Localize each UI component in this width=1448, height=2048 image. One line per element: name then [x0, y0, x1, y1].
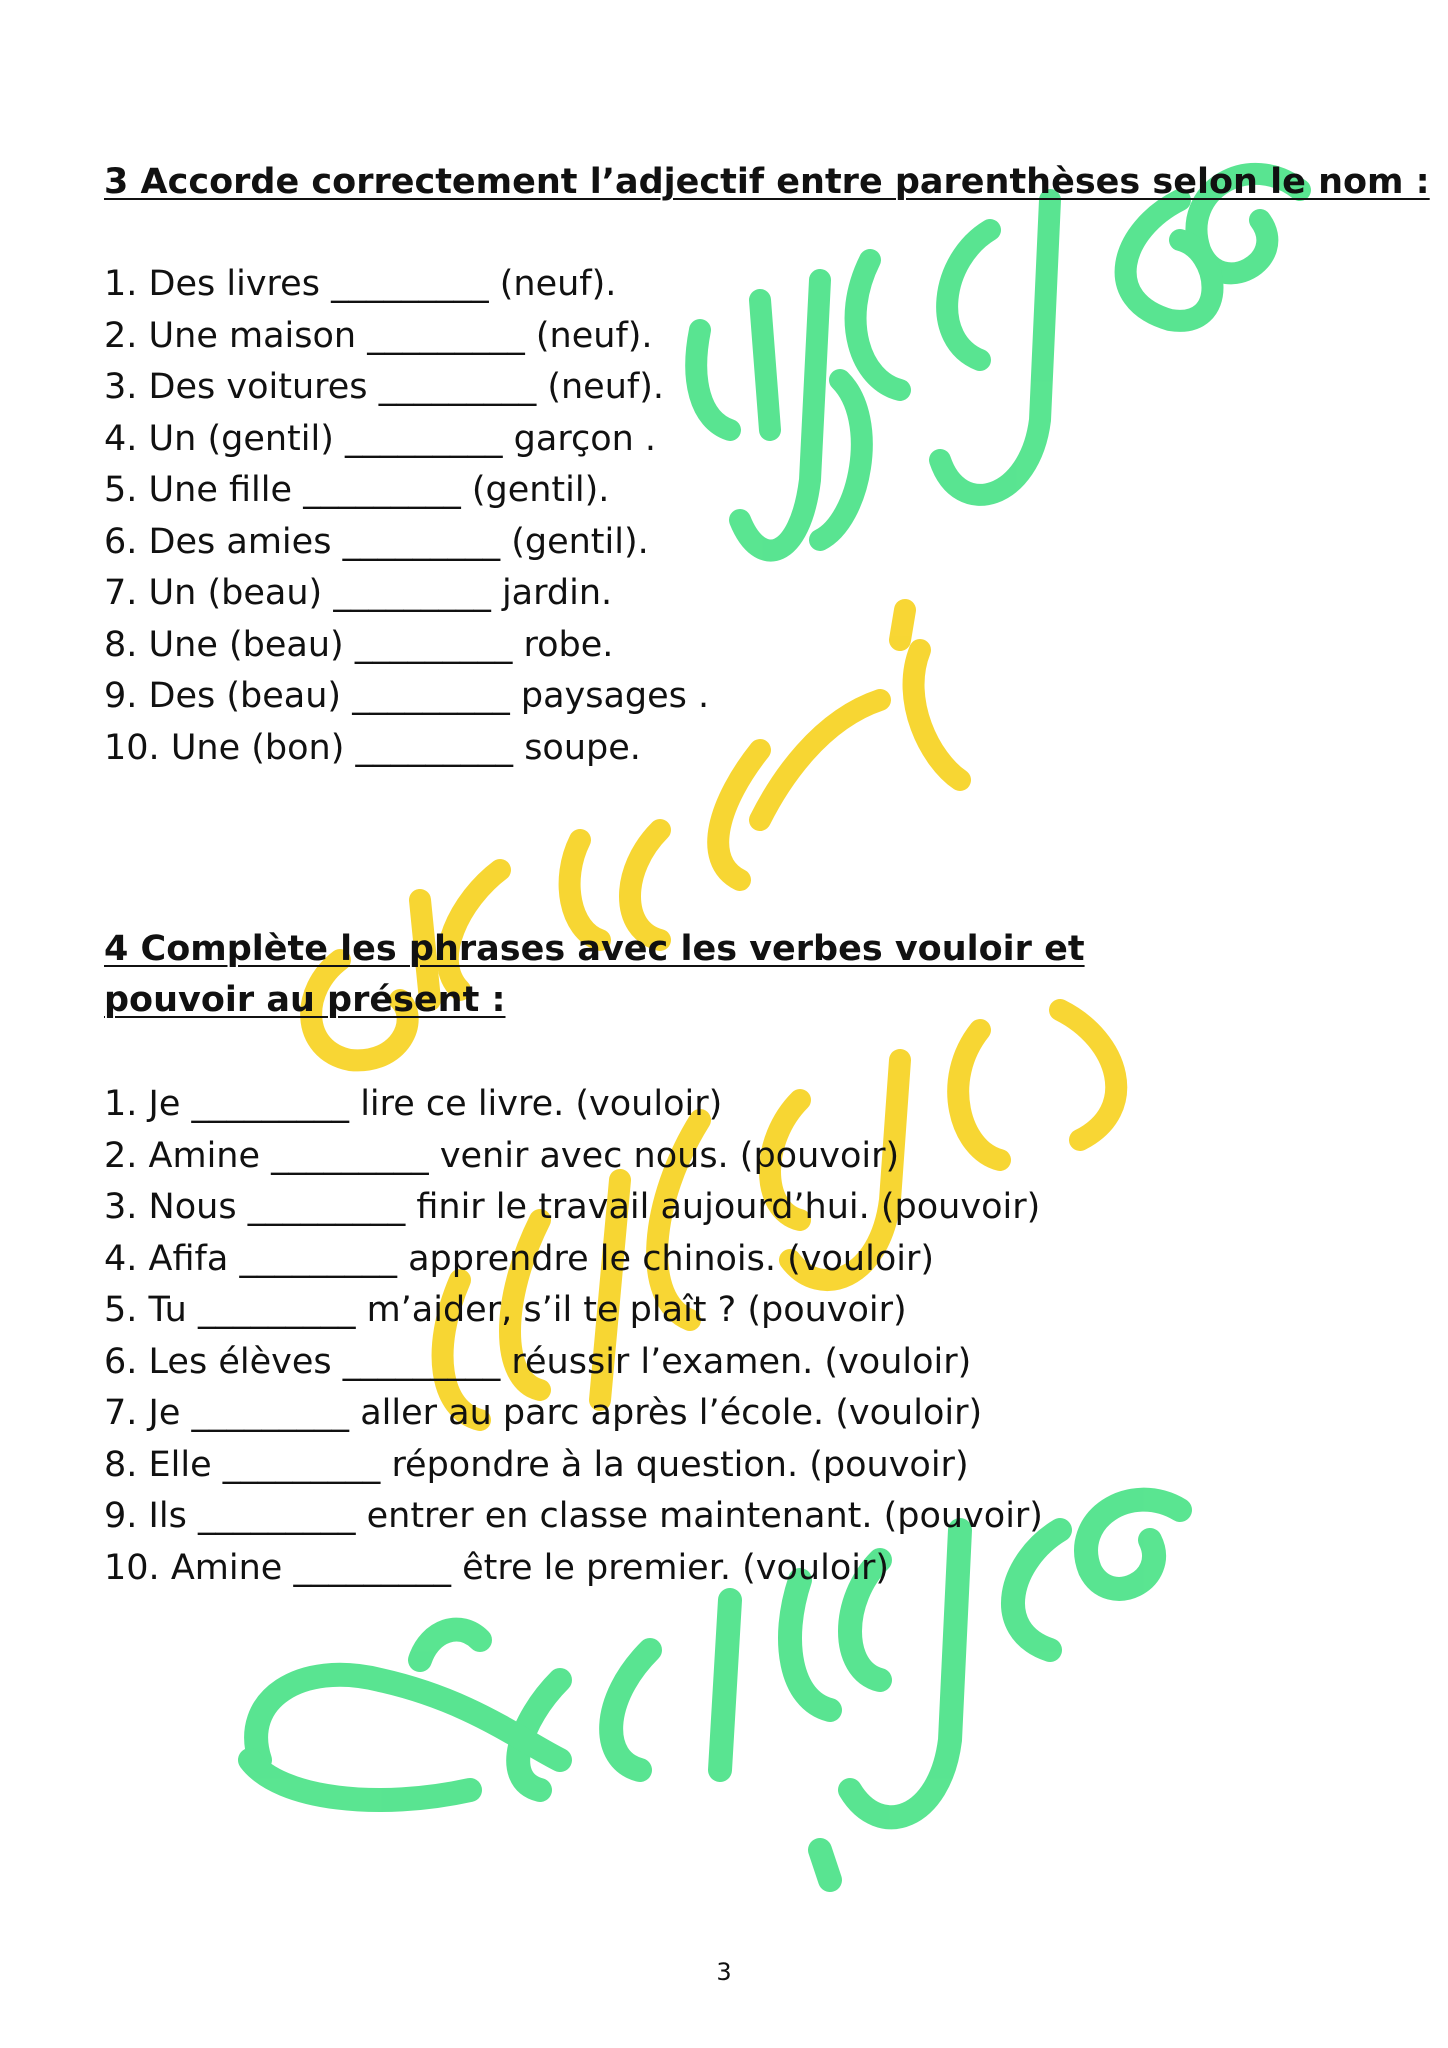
- list-item: [104, 1131, 1043, 1183]
- item-number: 4.: [104, 418, 138, 459]
- item-number: 6.: [104, 1341, 138, 1382]
- item-number: 5.: [104, 1290, 138, 1330]
- item-number: 8.: [104, 1444, 138, 1485]
- list-item: [104, 517, 709, 569]
- item-number: 9.: [104, 1496, 138, 1536]
- item-text-before: Un (gentil): [148, 418, 334, 459]
- item-text-after: paysages .: [520, 676, 710, 716]
- item-number: 7.: [104, 1393, 138, 1433]
- list-item: [104, 1234, 1043, 1286]
- item-text-before: Une fille: [148, 470, 293, 510]
- exercise-4-title: 4 Complète les phrases avec les verbes vouloir et pouvoir au présent :: [104, 929, 1085, 1020]
- exercise-3-title: 3 Accorde correctement l’adjectif entre parenthèses selon le nom :: [104, 162, 1430, 202]
- list-item: [104, 1491, 1043, 1543]
- item-number: 2.: [104, 315, 138, 356]
- list-item: [104, 568, 709, 620]
- answer-blank: _________: [191, 1393, 350, 1433]
- answer-blank: _________: [271, 1135, 429, 1176]
- answer-blank: _________: [197, 1290, 356, 1330]
- item-text-before: Une (beau): [148, 624, 344, 665]
- list-item: [104, 1388, 1043, 1440]
- item-text-after: (neuf).: [535, 315, 653, 356]
- item-text-after: venir avec nous. (pouvoir): [439, 1135, 900, 1176]
- list-item: [104, 671, 709, 723]
- item-text-before: Un (beau): [148, 573, 323, 613]
- item-text-after: soupe.: [524, 727, 641, 768]
- list-item: [104, 465, 709, 517]
- item-text-before: Je: [148, 1393, 181, 1433]
- item-text-after: répondre à la question. (pouvoir): [391, 1444, 969, 1485]
- item-text-before: Je: [148, 1084, 181, 1124]
- item-text-before: Des voitures: [148, 367, 368, 407]
- answer-blank: _________: [345, 418, 503, 459]
- item-text-before: Amine: [148, 1135, 261, 1176]
- item-number: 1.: [104, 1084, 138, 1124]
- item-text-before: Elle: [148, 1444, 212, 1485]
- page-number: 3: [716, 1958, 732, 1986]
- list-item: [104, 1337, 1043, 1389]
- item-text-before: Une maison: [148, 315, 357, 356]
- item-text-before: Ils: [148, 1496, 187, 1536]
- answer-blank: _________: [191, 1084, 350, 1124]
- item-text-after: (neuf).: [499, 264, 617, 304]
- answer-blank: _________: [342, 521, 501, 562]
- item-text-after: garçon .: [513, 418, 657, 459]
- item-number: 9.: [104, 676, 138, 716]
- item-number: 10.: [104, 727, 160, 768]
- item-text-before: Afifa: [148, 1238, 229, 1279]
- item-text-after: (neuf).: [547, 367, 664, 407]
- answer-blank: _________: [354, 624, 513, 665]
- list-item: [104, 1182, 1043, 1234]
- item-text-after: réussir l’examen. (vouloir): [511, 1341, 972, 1382]
- item-text-after: finir le travail aujourd’hui. (pouvoir): [416, 1187, 1041, 1227]
- item-number: 4.: [104, 1238, 138, 1279]
- item-number: 5.: [104, 470, 138, 510]
- list-item: [104, 1543, 1043, 1595]
- answer-blank: _________: [355, 727, 514, 768]
- item-text-before: Tu: [148, 1290, 187, 1330]
- item-text-after: être le premier. (vouloir): [462, 1547, 890, 1588]
- item-text-before: Amine: [170, 1547, 283, 1588]
- item-text-after: m’aider, s’il te plaît ? (pouvoir): [366, 1290, 907, 1330]
- item-text-before: Des (beau): [148, 676, 342, 716]
- answer-blank: _________: [331, 264, 489, 304]
- answer-blank: _________: [378, 367, 537, 407]
- item-number: 3.: [104, 1187, 138, 1227]
- item-text-after: jardin.: [501, 573, 613, 613]
- item-text-before: Nous: [148, 1187, 237, 1227]
- exercise-3-list: [104, 259, 709, 774]
- exercise-4-list: [104, 1079, 1043, 1594]
- item-text-after: aller au parc après l’école. (vouloir): [360, 1393, 983, 1433]
- answer-blank: _________: [303, 470, 461, 510]
- item-text-before: Une (bon): [170, 727, 345, 768]
- list-item: [104, 1440, 1043, 1492]
- item-number: 1.: [104, 264, 138, 304]
- watermark-green-text-top: معلم اللغات: [1000, 462, 1050, 473]
- item-number: 6.: [104, 521, 138, 562]
- list-item: [104, 620, 709, 672]
- answer-blank: _________: [222, 1444, 381, 1485]
- item-text-after: robe.: [523, 624, 614, 665]
- item-number: 7.: [104, 573, 138, 613]
- item-number: 3.: [104, 367, 138, 407]
- answer-blank: _________: [197, 1496, 356, 1536]
- answer-blank: _________: [367, 315, 525, 356]
- answer-blank: _________: [293, 1547, 451, 1588]
- list-item: [104, 1079, 1043, 1131]
- list-item: [104, 414, 709, 466]
- item-text-after: apprendre le chinois. (vouloir): [408, 1238, 935, 1279]
- list-item: [104, 723, 709, 775]
- answer-blank: _________: [333, 573, 491, 613]
- answer-blank: _________: [247, 1187, 406, 1227]
- item-text-before: Des livres: [148, 264, 320, 304]
- item-number: 10.: [104, 1547, 160, 1588]
- list-item: [104, 311, 709, 363]
- list-item: [104, 362, 709, 414]
- answer-blank: _________: [352, 676, 510, 716]
- answer-blank: _________: [342, 1341, 501, 1382]
- item-text-after: lire ce livre. (vouloir): [360, 1084, 723, 1124]
- item-text-before: Les élèves: [148, 1341, 332, 1382]
- item-number: 2.: [104, 1135, 138, 1176]
- answer-blank: _________: [239, 1238, 397, 1279]
- item-text-after: entrer en classe maintenant. (pouvoir): [366, 1496, 1043, 1536]
- item-text-before: Des amies: [148, 521, 332, 562]
- item-text-after: (gentil).: [471, 470, 610, 510]
- item-number: 8.: [104, 624, 138, 665]
- list-item: [104, 259, 709, 311]
- item-text-after: (gentil).: [511, 521, 649, 562]
- list-item: [104, 1285, 1043, 1337]
